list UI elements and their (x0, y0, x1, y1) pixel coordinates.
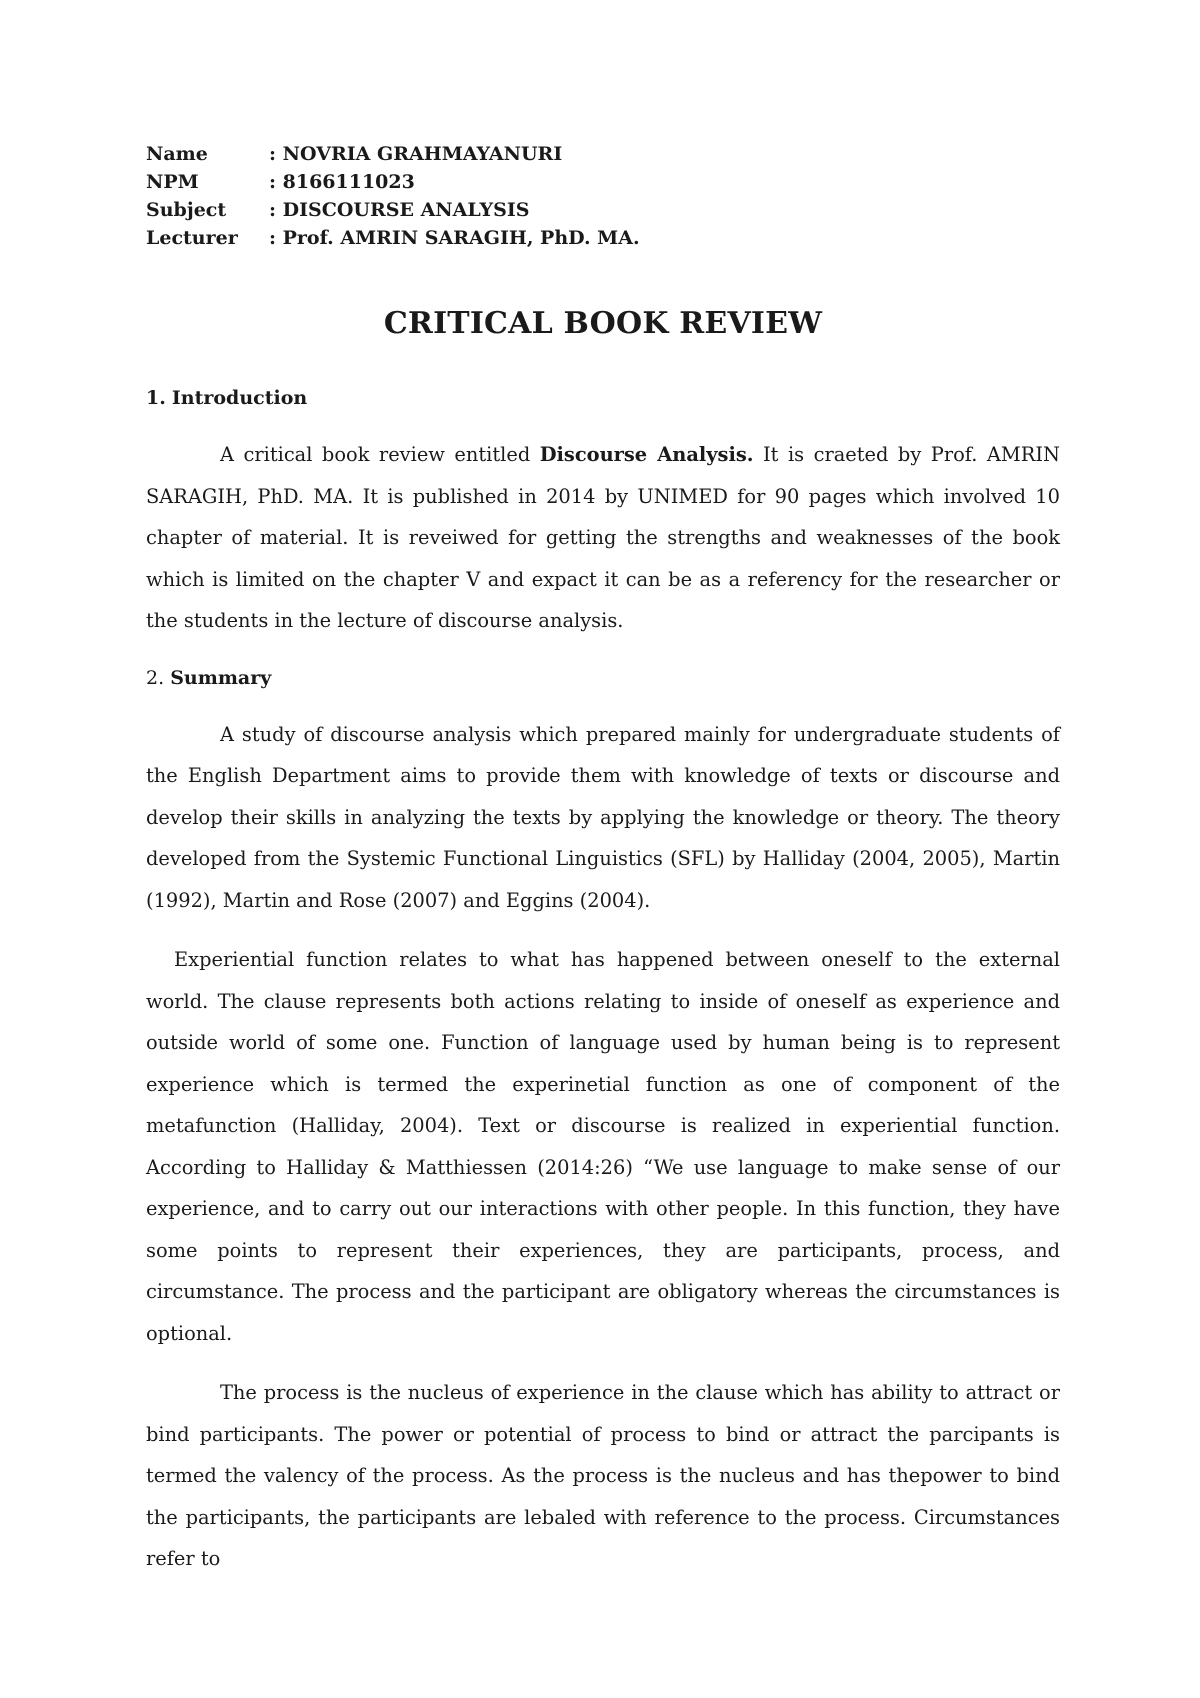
intro-text-end: It is craeted by Prof. AMRIN SARAGIH, PhD. MA. It is published in 2014 by UNIMED for 90 pages which involved 10 chapter of material. It is reveiwed for getting the strengths and weaknesses of the book which is limited on the chapter V and expact it can be as a referency for the researcher or the students in the lecture of discourse analysis. (146, 443, 1060, 632)
intro-book-title: Discourse Analysis. (539, 443, 754, 466)
section-heading-introduction (146, 384, 1060, 412)
info-row-lecturer (146, 224, 1060, 252)
document-title: CRITICAL BOOK REVIEW (383, 306, 823, 341)
document-page (146, 140, 1060, 1580)
info-row-subject (146, 196, 1060, 224)
section-number-summary: 2. (146, 666, 165, 689)
summary-paragraph-3: The process is the nucleus of experience in the clause which has ability to attract or bind participants. The power or potential of process to bind or attract the parcipants is termed the valency of the process. As the process is the nucleus and has thepower to bind the participants, the participants are lebaled with reference to the process. Circumstances refer to (146, 1381, 1060, 1570)
intro-text-start: A critical book review entitled (220, 443, 540, 466)
summary-paragraph-2: Experiential function relates to what has happened between oneself to the external world. The clause represents both actions relating to inside of oneself as experience and outside world of some one. Function of language used by human being is to represent experience which is termed the experinetial function as one of component of the metafunction (Halliday, 2004). Text or discourse is realized in experiential function. According to Halliday & Matthiessen (2014:26) “We use language to make sense of our experience, and to carry out our interactions with other people. In this function, they have some points to represent their experiences, they are participants, process, and circumstance. The process and the participant are obligatory whereas the circumstances is optional. (146, 948, 1060, 1345)
info-label-lecturer: Lecturer (146, 227, 238, 249)
info-value-npm: : 8166111023 (269, 171, 415, 193)
section-heading-summary (146, 664, 1060, 692)
info-value-name: : NOVRIA GRAHMAYANURI (269, 143, 563, 165)
summary-paragraph-1: A study of discourse analysis which prepared mainly for undergraduate students of the English Department aims to provide them with knowledge of texts or discourse and develop their skills in analyzing the texts by applying the knowledge or theory. The theory developed from the Systemic Functional Linguistics (SFL) by Halliday (2004, 2005), Martin (1992), Martin and Rose (2007) and Eggins (2004). (146, 722, 1060, 912)
info-label-subject: Subject (146, 199, 227, 221)
info-row-npm (146, 168, 1060, 196)
section-label-introduction: Introduction (171, 387, 308, 409)
info-value-lecturer: : Prof. AMRIN SARAGIH, PhD. MA. (269, 227, 640, 249)
introduction-paragraph (146, 434, 1060, 642)
section-number-introduction: 1. (146, 387, 166, 409)
student-info-block (146, 140, 1060, 252)
info-label-npm: NPM (146, 171, 199, 193)
info-row-name (146, 140, 1060, 168)
info-label-name: Name (146, 143, 208, 165)
section-label-summary: Summary (170, 666, 272, 689)
info-value-subject: : DISCOURSE ANALYSIS (269, 199, 530, 221)
